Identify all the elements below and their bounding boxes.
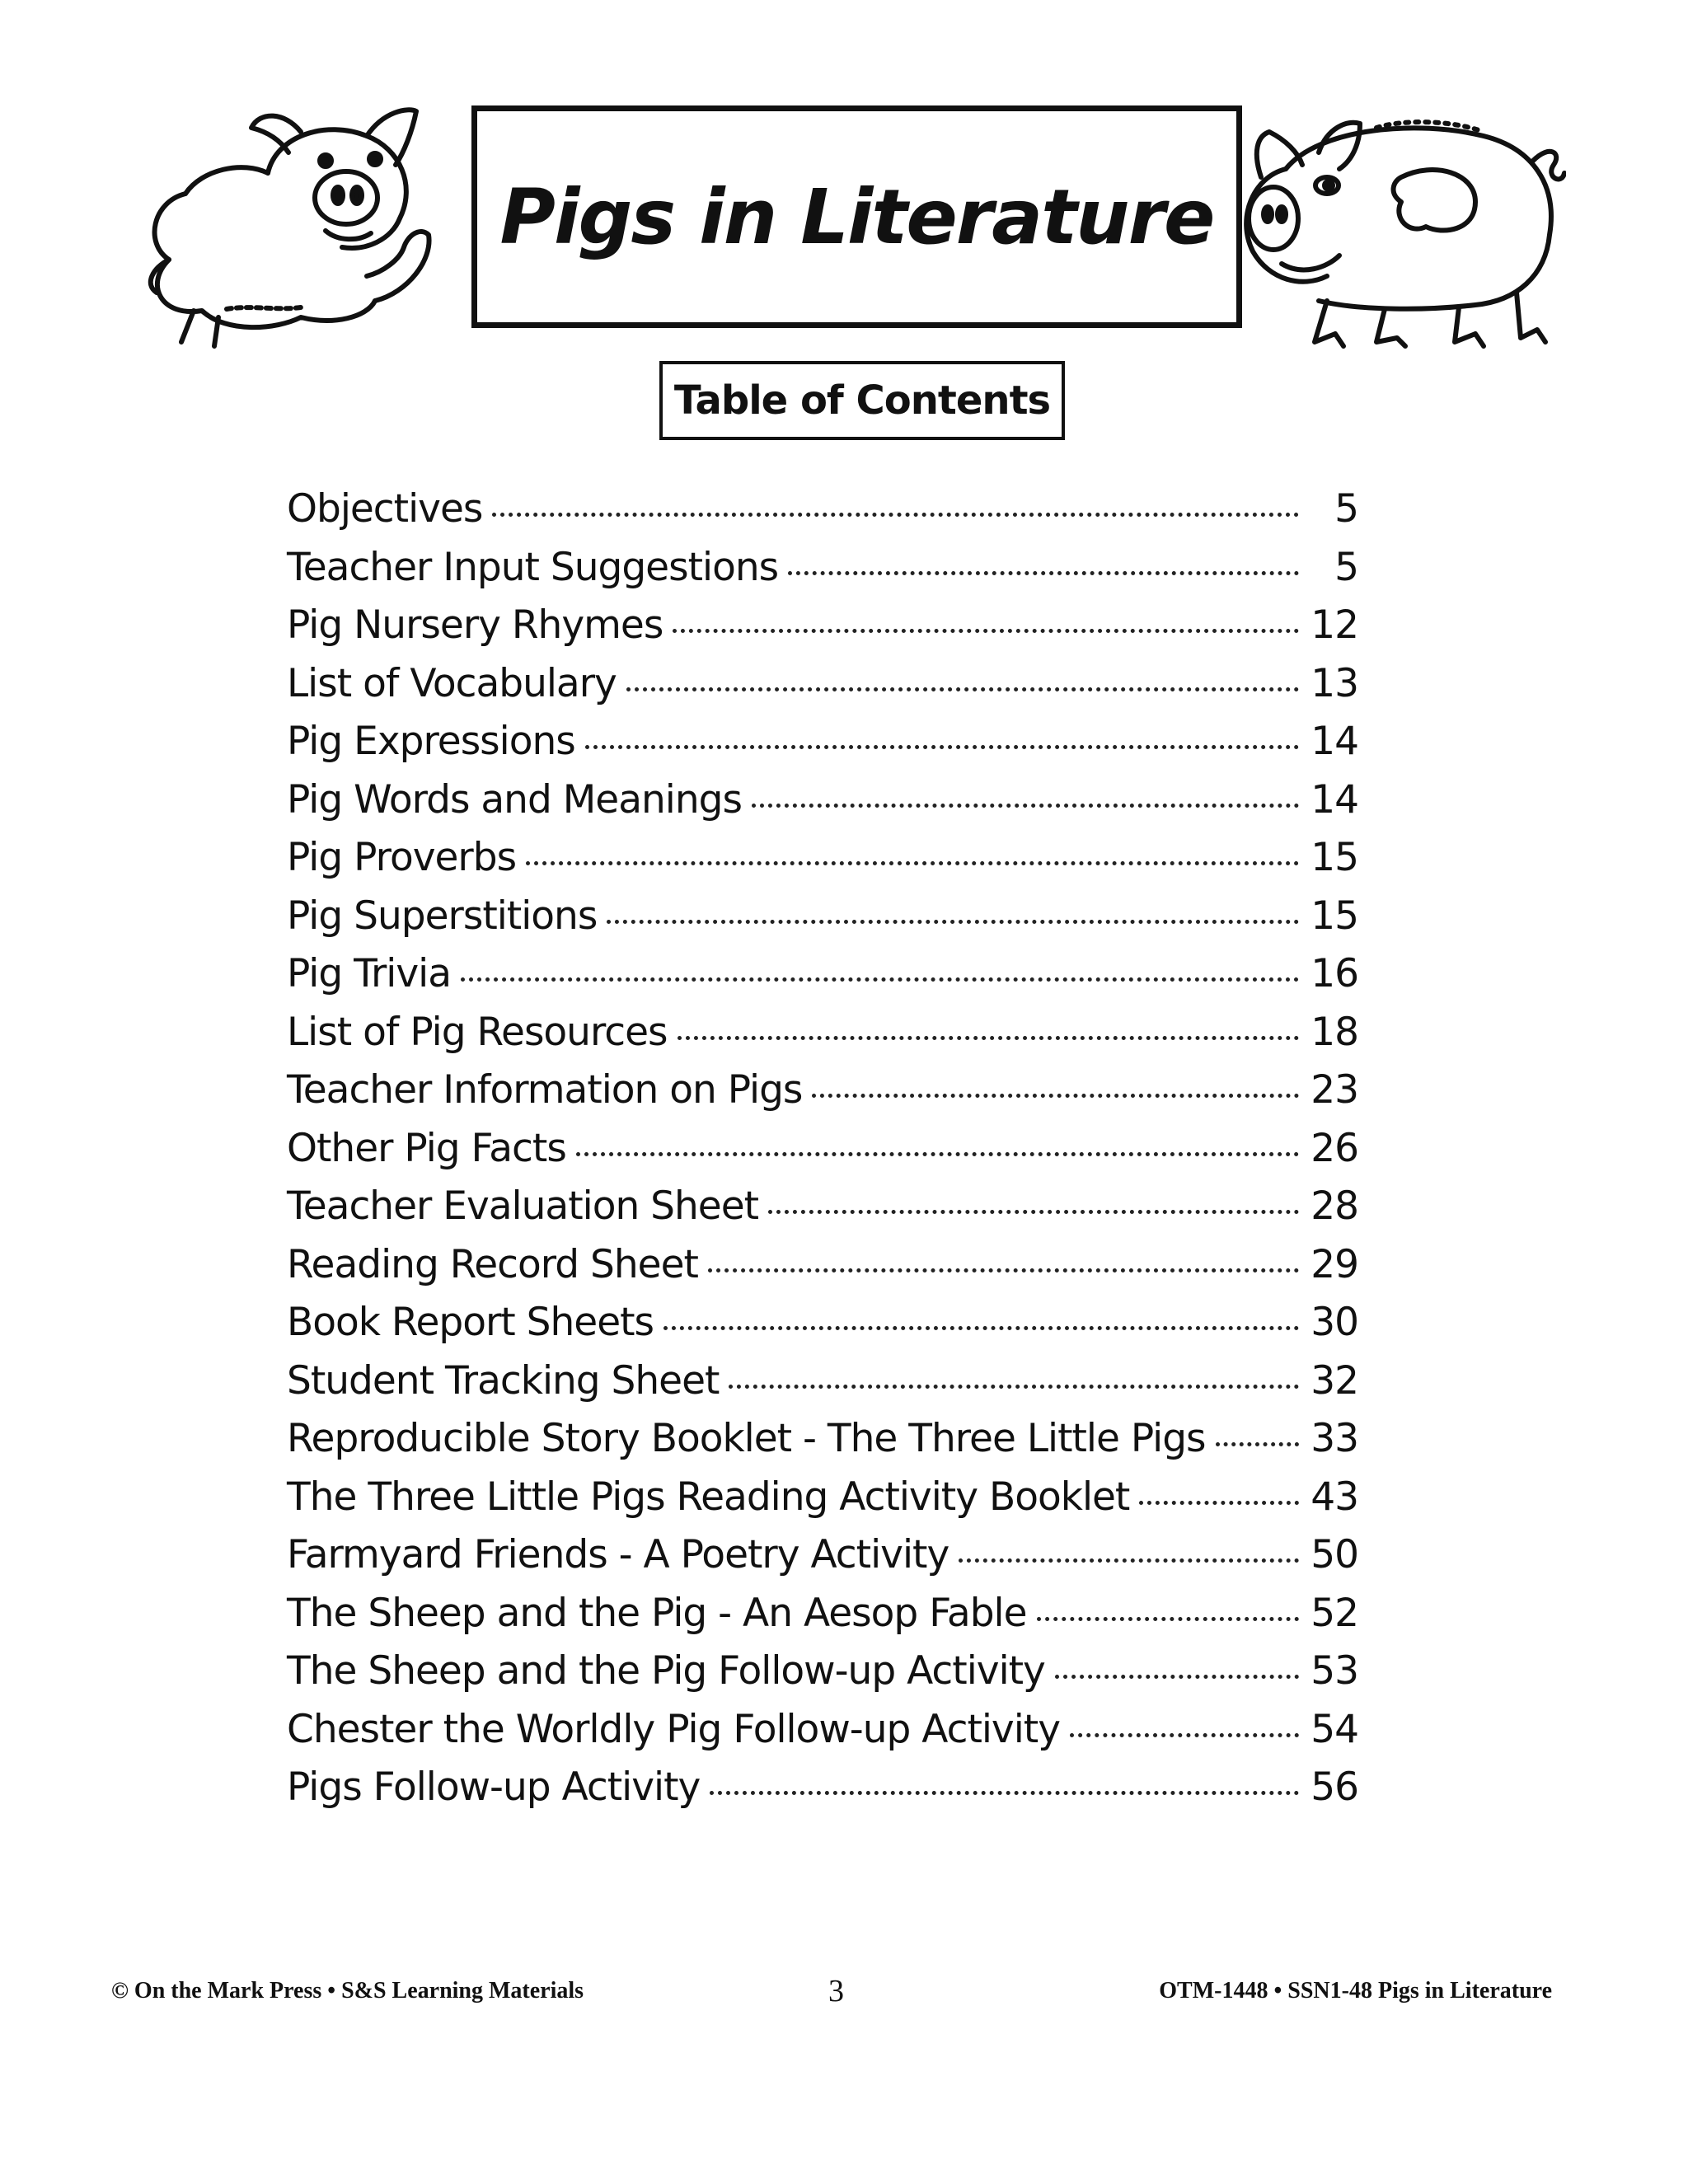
- toc-entry-title: Teacher Information on Pigs: [287, 1067, 803, 1113]
- toc-entry-page: 23: [1311, 1067, 1358, 1113]
- toc-entry-title: Book Report Sheets: [287, 1300, 654, 1345]
- toc-entry: [287, 1067, 1358, 1126]
- toc-entry: [287, 835, 1358, 893]
- toc-entry-title: The Sheep and the Pig Follow-up Activity: [287, 1648, 1045, 1694]
- toc-entry-title: Pig Nursery Rhymes: [287, 602, 663, 648]
- title-box: [471, 105, 1242, 328]
- toc-entry: [287, 719, 1358, 777]
- toc-entry-page: 32: [1311, 1357, 1358, 1404]
- toc-leader-dots: [812, 1094, 1299, 1098]
- toc-entry-title: The Sheep and the Pig - An Aesop Fable: [287, 1590, 1027, 1636]
- footer-page-number: 3: [828, 1974, 844, 2008]
- toc-leader-dots: [663, 1326, 1299, 1330]
- toc-list: [287, 486, 1358, 1823]
- page-footer: [0, 1974, 1688, 2019]
- toc-entry: [287, 1416, 1358, 1474]
- toc-entry-page: 53: [1311, 1648, 1358, 1694]
- toc-entry: [287, 1300, 1358, 1358]
- toc-leader-dots: [752, 804, 1299, 808]
- toc-entry-page: 12: [1311, 602, 1358, 648]
- toc-entry-title: Reproducible Story Booklet - The Three Little Pigs: [287, 1416, 1206, 1461]
- footer-publisher: © On the Mark Press • S&S Learning Materials: [111, 1978, 584, 2004]
- toc-leader-dots: [626, 687, 1299, 691]
- toc-entry: [287, 1126, 1358, 1184]
- toc-leader-dots: [607, 920, 1299, 924]
- toc-entry: [287, 545, 1358, 603]
- toc-leader-dots: [673, 629, 1299, 633]
- toc-entry: [287, 893, 1358, 952]
- toc-entry: [287, 602, 1358, 661]
- toc-entry: [287, 1010, 1358, 1068]
- toc-entry-page: 26: [1311, 1125, 1358, 1171]
- toc-heading: Table of Contents: [673, 377, 1051, 424]
- toc-entry-page: 33: [1311, 1416, 1358, 1461]
- toc-leader-dots: [492, 513, 1299, 517]
- toc-entry-title: Pigs Follow-up Activity: [287, 1765, 701, 1810]
- toc-leader-dots: [678, 1036, 1299, 1040]
- toc-entry-title: Objectives: [287, 486, 483, 532]
- toc-entry-page: 15: [1311, 835, 1358, 880]
- toc-entry-title: List of Vocabulary: [287, 660, 617, 706]
- toc-entry-title: Pig Superstitions: [287, 893, 598, 939]
- toc-entry: [287, 1474, 1358, 1533]
- toc-entry-title: Pig Words and Meanings: [287, 776, 742, 823]
- toc-leader-dots: [585, 745, 1299, 749]
- toc-leader-dots: [1070, 1733, 1299, 1737]
- toc-leader-dots: [1037, 1617, 1299, 1621]
- toc-entry-title: Teacher Input Suggestions: [287, 544, 779, 590]
- toc-entry-page: 52: [1311, 1590, 1358, 1636]
- toc-entry: [287, 1183, 1358, 1242]
- toc-heading-box: [659, 361, 1065, 440]
- toc-entry-title: Teacher Evaluation Sheet: [287, 1183, 759, 1229]
- toc-leader-dots: [959, 1558, 1299, 1563]
- toc-leader-dots: [526, 861, 1299, 865]
- toc-leader-dots: [461, 977, 1299, 982]
- toc-entry-page: 56: [1311, 1765, 1358, 1810]
- toc-entry: [287, 1707, 1358, 1765]
- toc-entry-title: Pig Expressions: [287, 719, 575, 764]
- toc-entry-title: List of Pig Resources: [287, 1009, 668, 1055]
- toc-entry: [287, 1648, 1358, 1707]
- toc-entry-page: 50: [1311, 1532, 1358, 1577]
- toc-entry-page: 5: [1334, 544, 1358, 590]
- toc-entry: [287, 1242, 1358, 1301]
- toc-entry-page: 16: [1311, 951, 1358, 996]
- toc-entry-page: 13: [1311, 660, 1358, 706]
- toc-leader-dots: [768, 1210, 1299, 1214]
- pig-illustration-right: [1236, 95, 1566, 350]
- toc-entry-page: 18: [1311, 1009, 1358, 1055]
- toc-entry-title: Other Pig Facts: [287, 1125, 566, 1171]
- toc-entry-title: Pig Proverbs: [287, 835, 517, 880]
- toc-entry: [287, 1358, 1358, 1417]
- toc-leader-dots: [708, 1268, 1299, 1272]
- toc-entry-title: Student Tracking Sheet: [287, 1357, 720, 1404]
- toc-entry: [287, 777, 1358, 836]
- toc-entry-page: 14: [1311, 776, 1358, 823]
- page-title: Pigs in Literature: [499, 172, 1214, 261]
- toc-entry-title: The Three Little Pigs Reading Activity Booklet: [287, 1474, 1130, 1520]
- toc-entry-title: Pig Trivia: [287, 951, 451, 996]
- toc-entry-page: 15: [1311, 893, 1358, 939]
- toc-entry-page: 5: [1334, 486, 1358, 532]
- toc-leader-dots: [1055, 1675, 1299, 1679]
- toc-entry: [287, 951, 1358, 1010]
- toc-entry-title: Farmyard Friends - A Poetry Activity: [287, 1532, 950, 1577]
- toc-entry: [287, 1532, 1358, 1591]
- toc-entry-page: 43: [1311, 1474, 1358, 1520]
- pig-illustration-left: [136, 95, 474, 350]
- toc-leader-dots: [729, 1385, 1299, 1389]
- toc-leader-dots: [576, 1152, 1299, 1156]
- toc-entry-page: 29: [1311, 1241, 1358, 1287]
- toc-entry-page: 30: [1311, 1300, 1358, 1345]
- toc-entry: [287, 1765, 1358, 1823]
- toc-leader-dots: [1216, 1442, 1299, 1446]
- toc-leader-dots: [788, 571, 1299, 575]
- toc-leader-dots: [1139, 1501, 1299, 1505]
- footer-product-code: OTM-1448 • SSN1-48 Pigs in Literature: [1159, 1978, 1552, 2004]
- toc-entry: [287, 661, 1358, 719]
- toc-entry-page: 14: [1311, 719, 1358, 764]
- toc-entry-page: 28: [1311, 1183, 1358, 1229]
- toc-entry-page: 54: [1311, 1706, 1358, 1752]
- toc-entry: [287, 1591, 1358, 1649]
- toc-entry: [287, 486, 1358, 545]
- toc-leader-dots: [710, 1791, 1299, 1795]
- toc-entry-title: Reading Record Sheet: [287, 1241, 698, 1287]
- toc-entry-title: Chester the Worldly Pig Follow-up Activity: [287, 1706, 1061, 1752]
